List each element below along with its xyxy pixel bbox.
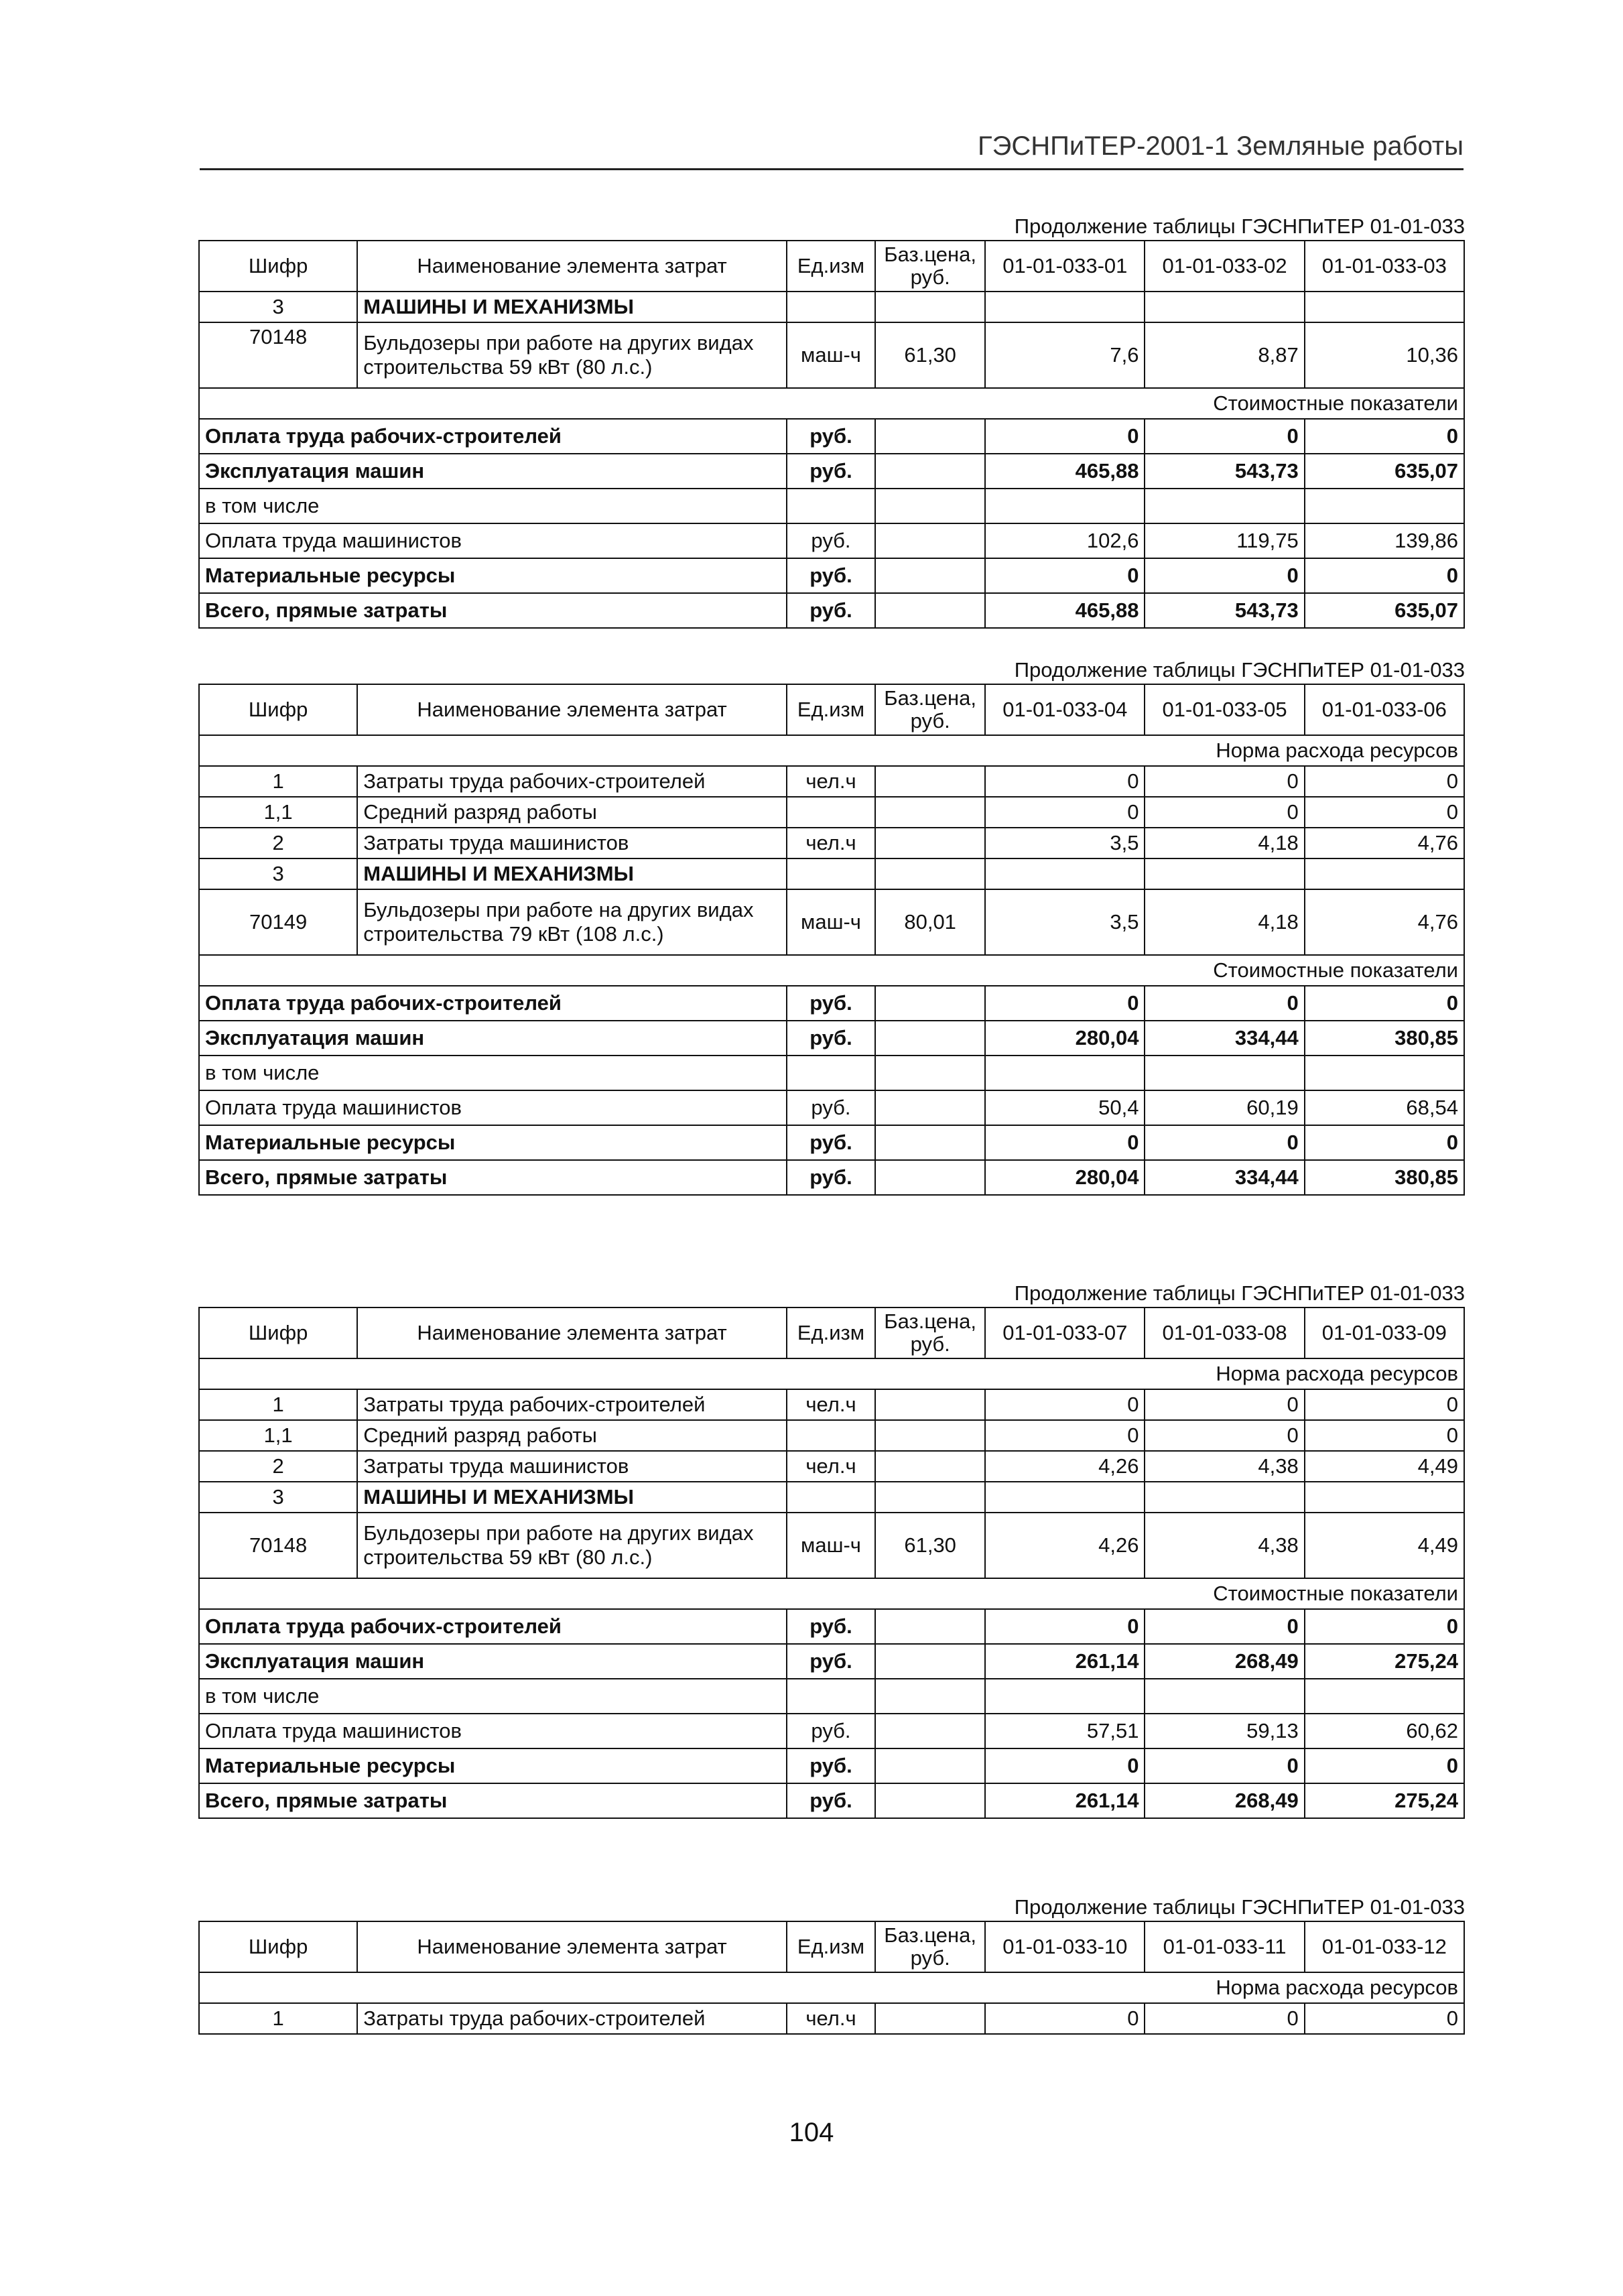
- row-value: 4,18: [1145, 828, 1304, 858]
- summary-value: 102,6: [985, 523, 1145, 558]
- header-variant: 01-01-033-10: [985, 1921, 1145, 1972]
- row-value: [985, 1482, 1145, 1513]
- summary-value: [1145, 489, 1304, 523]
- cost-table-4: [198, 1895, 1465, 2035]
- row-value: 4,38: [1145, 1451, 1304, 1482]
- summary-name: в том числе: [199, 1679, 787, 1714]
- row-name: Средний разряд работы: [357, 1420, 787, 1451]
- summary-value: 543,73: [1145, 593, 1304, 628]
- row-value: [1145, 858, 1304, 889]
- summary-unit: руб.: [787, 1160, 875, 1195]
- table-row: [199, 797, 1464, 828]
- summary-unit: руб.: [787, 1748, 875, 1783]
- cost-table-1: [198, 214, 1465, 629]
- norms-table: [198, 1921, 1465, 2035]
- header-variant: 01-01-033-07: [985, 1308, 1145, 1358]
- row-name: Бульдозеры при работе на других видах строительства 59 кВт (80 л.с.): [357, 1513, 787, 1578]
- table-row: [199, 766, 1464, 797]
- cost-table-3: [198, 1281, 1465, 1819]
- row-value: 0: [1145, 1389, 1304, 1420]
- row-price: [875, 797, 985, 828]
- summary-name: Оплата труда машинистов: [199, 1714, 787, 1748]
- table-row: [199, 1451, 1464, 1482]
- norm-label: Норма расхода ресурсов: [199, 1358, 1464, 1389]
- summary-value: 57,51: [985, 1714, 1145, 1748]
- summary-price: [875, 1160, 985, 1195]
- summary-value: 380,85: [1305, 1021, 1464, 1056]
- row-price: 80,01: [875, 889, 985, 955]
- header-name: Наименование элемента затрат: [357, 1308, 787, 1358]
- summary-value: 465,88: [985, 593, 1145, 628]
- header-variant: 01-01-033-11: [1145, 1921, 1304, 1972]
- row-code: 1: [199, 1389, 357, 1420]
- table-row: [199, 858, 1464, 889]
- summary-row: [199, 1644, 1464, 1679]
- row-name: Затраты труда машинистов: [357, 1451, 787, 1482]
- row-price: [875, 1389, 985, 1420]
- row-value: [1305, 292, 1464, 322]
- summary-value: 0: [1145, 1748, 1304, 1783]
- row-value: 4,18: [1145, 889, 1304, 955]
- summary-price: [875, 1679, 985, 1714]
- summary-value: 334,44: [1145, 1160, 1304, 1195]
- summary-unit: руб.: [787, 558, 875, 593]
- row-unit: маш-ч: [787, 322, 875, 388]
- header-unit: Ед.изм: [787, 1921, 875, 1972]
- row-value: [1305, 858, 1464, 889]
- summary-unit: руб.: [787, 593, 875, 628]
- summary-row: [199, 1679, 1464, 1714]
- summary-value: 50,4: [985, 1090, 1145, 1125]
- summary-unit: руб.: [787, 523, 875, 558]
- summary-price: [875, 454, 985, 489]
- row-value: [1305, 1482, 1464, 1513]
- section-label: Стоимостные показатели: [199, 955, 1464, 986]
- row-price: [875, 766, 985, 797]
- norm-label: Норма расхода ресурсов: [199, 1972, 1464, 2003]
- summary-value: 0: [1145, 1609, 1304, 1644]
- summary-name: Всего, прямые затраты: [199, 593, 787, 628]
- row-value: 0: [1145, 1420, 1304, 1451]
- summary-value: 0: [1305, 558, 1464, 593]
- row-value: 4,26: [985, 1451, 1145, 1482]
- summary-name: в том числе: [199, 489, 787, 523]
- summary-value: 119,75: [1145, 523, 1304, 558]
- row-value: 0: [985, 1420, 1145, 1451]
- summary-value: 0: [985, 558, 1145, 593]
- row-code: 1,1: [199, 797, 357, 828]
- summary-unit: руб.: [787, 1125, 875, 1160]
- summary-value: [1305, 1679, 1464, 1714]
- summary-row: [199, 986, 1464, 1021]
- summary-unit: руб.: [787, 1609, 875, 1644]
- summary-price: [875, 1056, 985, 1090]
- summary-value: 0: [1305, 419, 1464, 454]
- summary-value: 0: [1145, 558, 1304, 593]
- table-row: [199, 2003, 1464, 2034]
- row-code: 70148: [199, 322, 357, 388]
- summary-row: [199, 1056, 1464, 1090]
- summary-price: [875, 1021, 985, 1056]
- row-value: 0: [1145, 797, 1304, 828]
- summary-unit: руб.: [787, 1783, 875, 1818]
- summary-price: [875, 1644, 985, 1679]
- header-code: Шифр: [199, 1921, 357, 1972]
- row-value: 10,36: [1305, 322, 1464, 388]
- row-name: МАШИНЫ И МЕХАНИЗМЫ: [357, 858, 787, 889]
- header-unit: Ед.изм: [787, 1308, 875, 1358]
- summary-value: 268,49: [1145, 1783, 1304, 1818]
- summary-value: 635,07: [1305, 454, 1464, 489]
- summary-name: Оплата труда рабочих-строителей: [199, 1609, 787, 1644]
- summary-value: 60,19: [1145, 1090, 1304, 1125]
- row-price: [875, 1482, 985, 1513]
- row-code: 3: [199, 292, 357, 322]
- row-name: Затраты труда машинистов: [357, 828, 787, 858]
- header-price: Баз.цена, руб.: [875, 241, 985, 292]
- header-variant: 01-01-033-05: [1145, 684, 1304, 735]
- summary-value: 60,62: [1305, 1714, 1464, 1748]
- summary-price: [875, 1090, 985, 1125]
- row-value: 0: [1305, 1420, 1464, 1451]
- header-price: Баз.цена, руб.: [875, 1921, 985, 1972]
- row-value: 4,49: [1305, 1513, 1464, 1578]
- row-name: Бульдозеры при работе на других видах строительства 59 кВт (80 л.с.): [357, 322, 787, 388]
- header-price: Баз.цена, руб.: [875, 1308, 985, 1358]
- table-row: [199, 292, 1464, 322]
- row-value: 0: [1305, 797, 1464, 828]
- header-code: Шифр: [199, 1308, 357, 1358]
- summary-unit: руб.: [787, 1644, 875, 1679]
- summary-name: в том числе: [199, 1056, 787, 1090]
- summary-name: Материальные ресурсы: [199, 1748, 787, 1783]
- table-row: [199, 322, 1464, 388]
- row-code: 3: [199, 858, 357, 889]
- row-code: 2: [199, 828, 357, 858]
- summary-value: 0: [1145, 986, 1304, 1021]
- summary-name: Оплата труда рабочих-строителей: [199, 986, 787, 1021]
- summary-name: Эксплуатация машин: [199, 454, 787, 489]
- table-row: [199, 828, 1464, 858]
- row-code: 3: [199, 1482, 357, 1513]
- row-unit: чел.ч: [787, 1389, 875, 1420]
- norm-label: Норма расхода ресурсов: [199, 735, 1464, 766]
- summary-value: [1305, 1056, 1464, 1090]
- row-name: Затраты труда рабочих-строителей: [357, 766, 787, 797]
- row-value: 0: [1145, 2003, 1304, 2034]
- row-price: [875, 292, 985, 322]
- summary-value: 0: [985, 1609, 1145, 1644]
- summary-name: Эксплуатация машин: [199, 1644, 787, 1679]
- row-unit: чел.ч: [787, 766, 875, 797]
- header-variant: 01-01-033-04: [985, 684, 1145, 735]
- header-name: Наименование элемента затрат: [357, 684, 787, 735]
- header-variant: 01-01-033-06: [1305, 684, 1464, 735]
- summary-value: 261,14: [985, 1783, 1145, 1818]
- summary-price: [875, 1609, 985, 1644]
- row-value: [985, 292, 1145, 322]
- summary-value: [985, 489, 1145, 523]
- header-variant: 01-01-033-08: [1145, 1308, 1304, 1358]
- summary-price: [875, 523, 985, 558]
- summary-value: 635,07: [1305, 593, 1464, 628]
- summary-value: 268,49: [1145, 1644, 1304, 1679]
- row-unit: маш-ч: [787, 1513, 875, 1578]
- summary-value: 0: [1305, 1748, 1464, 1783]
- summary-unit: руб.: [787, 419, 875, 454]
- row-value: 4,49: [1305, 1451, 1464, 1482]
- header-variant: 01-01-033-12: [1305, 1921, 1464, 1972]
- summary-row: [199, 454, 1464, 489]
- summary-value: 334,44: [1145, 1021, 1304, 1056]
- summary-value: 0: [1305, 1609, 1464, 1644]
- row-name: Средний разряд работы: [357, 797, 787, 828]
- row-price: 61,30: [875, 1513, 985, 1578]
- row-value: 4,76: [1305, 828, 1464, 858]
- row-value: 0: [985, 766, 1145, 797]
- row-name: Затраты труда рабочих-строителей: [357, 2003, 787, 2034]
- summary-price: [875, 489, 985, 523]
- header-variant: 01-01-033-02: [1145, 241, 1304, 292]
- row-code: 1: [199, 766, 357, 797]
- row-value: 0: [1305, 766, 1464, 797]
- row-price: [875, 828, 985, 858]
- row-unit: [787, 797, 875, 828]
- summary-value: [1145, 1056, 1304, 1090]
- row-value: [1145, 292, 1304, 322]
- table-caption: Продолжение таблицы ГЭСНПиТЕР 01-01-033: [1014, 1281, 1465, 1305]
- table-header-row: [199, 1308, 1464, 1358]
- row-code: 70148: [199, 1513, 357, 1578]
- table-row: [199, 1389, 1464, 1420]
- row-code: 1,1: [199, 1420, 357, 1451]
- table-row: [199, 1482, 1464, 1513]
- row-unit: [787, 1482, 875, 1513]
- summary-value: [1305, 489, 1464, 523]
- summary-value: 0: [985, 419, 1145, 454]
- row-value: 0: [985, 797, 1145, 828]
- row-value: 0: [1305, 1389, 1464, 1420]
- summary-value: 280,04: [985, 1160, 1145, 1195]
- summary-unit: руб.: [787, 1090, 875, 1125]
- row-price: 61,30: [875, 322, 985, 388]
- header-code: Шифр: [199, 684, 357, 735]
- table-row: [199, 889, 1464, 955]
- row-code: 70149: [199, 889, 357, 955]
- summary-unit: руб.: [787, 986, 875, 1021]
- table-row: [199, 1420, 1464, 1451]
- row-code: 1: [199, 2003, 357, 2034]
- summary-value: [1145, 1679, 1304, 1714]
- summary-row: [199, 558, 1464, 593]
- row-value: 4,26: [985, 1513, 1145, 1578]
- header-code: Шифр: [199, 241, 357, 292]
- row-value: 0: [985, 1389, 1145, 1420]
- row-price: [875, 2003, 985, 2034]
- row-value: [985, 858, 1145, 889]
- summary-name: Оплата труда машинистов: [199, 1090, 787, 1125]
- table-caption: Продолжение таблицы ГЭСНПиТЕР 01-01-033: [1014, 1895, 1465, 1919]
- row-unit: [787, 1420, 875, 1451]
- summary-unit: руб.: [787, 1021, 875, 1056]
- norms-table: [198, 1307, 1465, 1819]
- header-name: Наименование элемента затрат: [357, 241, 787, 292]
- row-value: 4,76: [1305, 889, 1464, 955]
- row-name: Бульдозеры при работе на других видах строительства 79 кВт (108 л.с.): [357, 889, 787, 955]
- summary-row: [199, 1160, 1464, 1195]
- summary-value: 139,86: [1305, 523, 1464, 558]
- row-value: 3,5: [985, 828, 1145, 858]
- summary-value: 543,73: [1145, 454, 1304, 489]
- summary-price: [875, 986, 985, 1021]
- section-row: [199, 1972, 1464, 2003]
- summary-value: 0: [1145, 1125, 1304, 1160]
- summary-value: 275,24: [1305, 1644, 1464, 1679]
- summary-price: [875, 558, 985, 593]
- summary-value: 0: [1305, 1125, 1464, 1160]
- row-price: [875, 1451, 985, 1482]
- summary-value: 280,04: [985, 1021, 1145, 1056]
- summary-unit: [787, 1056, 875, 1090]
- section-label: Стоимостные показатели: [199, 1578, 1464, 1609]
- header-unit: Ед.изм: [787, 684, 875, 735]
- summary-row: [199, 1021, 1464, 1056]
- summary-price: [875, 419, 985, 454]
- summary-price: [875, 1714, 985, 1748]
- row-code: 2: [199, 1451, 357, 1482]
- summary-row: [199, 489, 1464, 523]
- row-value: 4,38: [1145, 1513, 1304, 1578]
- norms-table: [198, 240, 1465, 629]
- section-row: [199, 388, 1464, 419]
- row-unit: маш-ч: [787, 889, 875, 955]
- summary-name: Оплата труда рабочих-строителей: [199, 419, 787, 454]
- header-price: Баз.цена, руб.: [875, 684, 985, 735]
- row-value: 3,5: [985, 889, 1145, 955]
- summary-value: 380,85: [1305, 1160, 1464, 1195]
- summary-row: [199, 593, 1464, 628]
- summary-name: Материальные ресурсы: [199, 1125, 787, 1160]
- summary-price: [875, 1748, 985, 1783]
- table-header-row: [199, 684, 1464, 735]
- summary-row: [199, 1748, 1464, 1783]
- summary-row: [199, 1609, 1464, 1644]
- section-row: [199, 1358, 1464, 1389]
- row-value: 0: [985, 2003, 1145, 2034]
- section-row: [199, 1578, 1464, 1609]
- header-unit: Ед.изм: [787, 241, 875, 292]
- row-name: Затраты труда рабочих-строителей: [357, 1389, 787, 1420]
- header-variant: 01-01-033-09: [1305, 1308, 1464, 1358]
- section-row: [199, 955, 1464, 986]
- summary-value: 0: [985, 1748, 1145, 1783]
- section-row: [199, 735, 1464, 766]
- summary-row: [199, 419, 1464, 454]
- summary-value: 0: [1305, 986, 1464, 1021]
- row-value: 0: [1305, 2003, 1464, 2034]
- table-caption: Продолжение таблицы ГЭСНПиТЕР 01-01-033: [1014, 214, 1465, 238]
- summary-name: Оплата труда машинистов: [199, 523, 787, 558]
- row-unit: чел.ч: [787, 1451, 875, 1482]
- summary-unit: руб.: [787, 454, 875, 489]
- section-label: Стоимостные показатели: [199, 388, 1464, 419]
- row-value: 8,87: [1145, 322, 1304, 388]
- header-name: Наименование элемента затрат: [357, 1921, 787, 1972]
- row-unit: [787, 858, 875, 889]
- row-unit: чел.ч: [787, 2003, 875, 2034]
- summary-value: 0: [985, 986, 1145, 1021]
- summary-value: 261,14: [985, 1644, 1145, 1679]
- header-variant: 01-01-033-01: [985, 241, 1145, 292]
- summary-row: [199, 1125, 1464, 1160]
- row-value: [1145, 1482, 1304, 1513]
- summary-unit: руб.: [787, 1714, 875, 1748]
- summary-name: Материальные ресурсы: [199, 558, 787, 593]
- summary-name: Всего, прямые затраты: [199, 1160, 787, 1195]
- row-value: 7,6: [985, 322, 1145, 388]
- summary-value: 0: [985, 1125, 1145, 1160]
- summary-value: 59,13: [1145, 1714, 1304, 1748]
- summary-unit: [787, 489, 875, 523]
- norms-table: [198, 684, 1465, 1196]
- summary-name: Всего, прямые затраты: [199, 1783, 787, 1818]
- summary-price: [875, 593, 985, 628]
- header-variant: 01-01-033-03: [1305, 241, 1464, 292]
- summary-row: [199, 1783, 1464, 1818]
- table-caption: Продолжение таблицы ГЭСНПиТЕР 01-01-033: [1014, 658, 1465, 682]
- row-value: 0: [1145, 766, 1304, 797]
- page-header: ГЭСНПиТЕР-2001-1 Земляные работы: [200, 131, 1464, 170]
- summary-value: [985, 1679, 1145, 1714]
- row-name: МАШИНЫ И МЕХАНИЗМЫ: [357, 1482, 787, 1513]
- row-unit: [787, 292, 875, 322]
- summary-value: 68,54: [1305, 1090, 1464, 1125]
- row-unit: чел.ч: [787, 828, 875, 858]
- summary-price: [875, 1125, 985, 1160]
- cost-table-2: [198, 658, 1465, 1196]
- summary-row: [199, 523, 1464, 558]
- summary-row: [199, 1714, 1464, 1748]
- row-name: МАШИНЫ И МЕХАНИЗМЫ: [357, 292, 787, 322]
- summary-price: [875, 1783, 985, 1818]
- table-header-row: [199, 241, 1464, 292]
- table-row: [199, 1513, 1464, 1578]
- summary-value: [985, 1056, 1145, 1090]
- row-price: [875, 858, 985, 889]
- summary-unit: [787, 1679, 875, 1714]
- table-header-row: [199, 1921, 1464, 1972]
- summary-value: 0: [1145, 419, 1304, 454]
- page-number: 104: [789, 2118, 834, 2147]
- summary-row: [199, 1090, 1464, 1125]
- summary-value: 275,24: [1305, 1783, 1464, 1818]
- summary-value: 465,88: [985, 454, 1145, 489]
- row-price: [875, 1420, 985, 1451]
- summary-name: Эксплуатация машин: [199, 1021, 787, 1056]
